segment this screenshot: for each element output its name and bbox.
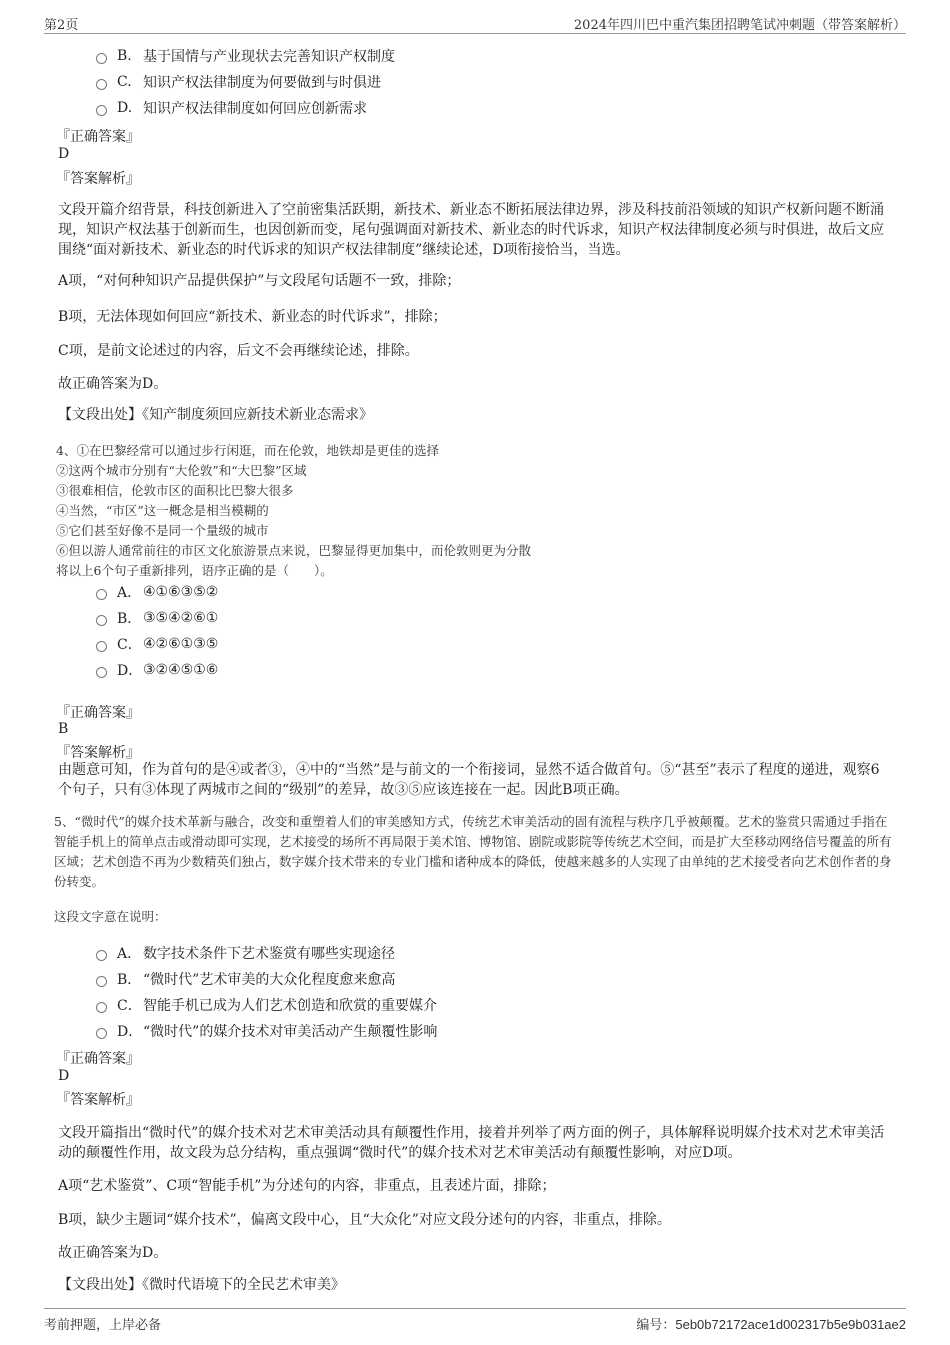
option-letter: A． (117, 946, 142, 962)
q5-option-d[interactable] (96, 1021, 437, 1041)
radio-icon[interactable] (96, 1002, 107, 1013)
radio-icon[interactable] (96, 53, 107, 64)
q3-option-b[interactable] (96, 46, 395, 66)
option-letter: B. (117, 48, 132, 64)
option-text: ④②⑥①③⑤ (143, 636, 219, 652)
q5-analysis-p1: 文段开篇指出“微时代”的媒介技术对艺术审美活动具有颠覆性作用，接着并列举了两方面的例子，具体解释说明媒介技术对艺术审美活动的颠覆性作用，故文段为总分结构，重点强调“微时代”的媒介技术对艺术审美活动有颠覆性影响，对应D项。 (58, 1125, 885, 1161)
option-text: 知识产权法律制度为何要做到与时俱进 (143, 75, 381, 91)
option-text: ③⑤④②⑥① (143, 610, 219, 626)
q4-line-6: ⑥但以游人通常前往的市区文化旅游景点来说，巴黎显得更加集中，而伦敦则更为分散 (56, 543, 532, 558)
q3-option-c[interactable] (96, 72, 381, 92)
q5-answer-label: 『正确答案』 (56, 1051, 140, 1067)
option-letter: C． (117, 998, 142, 1014)
q4-option-c[interactable] (96, 634, 218, 654)
q5-analysis-p3: B项，缺少主题词“媒介技术”，偏离文段中心，且“大众化”对应文段分述句的内容，非重点，排除。 (58, 1212, 671, 1228)
q5-option-b[interactable] (96, 969, 395, 989)
q5-analysis-label: 『答案解析』 (56, 1092, 140, 1108)
option-text: ④①⑥③⑤② (143, 584, 219, 600)
q3-analysis-p2: A项，“对何种知识产品提供保护”与文段尾句话题不一致，排除； (58, 273, 461, 289)
q4-analysis: 由题意可知，作为首句的是④或者③，④中的“当然”是与前文的一个衔接词，显然不适合做首句。⑤“甚至”表示了程度的递进，观察6个句子，只有③体现了两城市之间的“级别”的差异，故③⑤应该连接在一起。因此B项正确。 (58, 762, 880, 798)
q5-answer: D (58, 1068, 70, 1084)
option-text: ③②④⑤①⑥ (143, 662, 219, 678)
radio-icon[interactable] (96, 589, 107, 600)
footer-code-label: 编号： (636, 1318, 676, 1333)
option-letter: B． (117, 972, 142, 988)
q4-line-1: 4、①在巴黎经常可以通过步行闲逛，而在伦敦，地铁却是更佳的选择 (56, 443, 439, 458)
option-text: 基于国情与产业现状去完善知识产权制度 (143, 49, 395, 65)
q5-analysis-p4: 故正确答案为D。 (58, 1245, 168, 1261)
radio-icon[interactable] (96, 79, 107, 90)
option-letter: B． (117, 611, 142, 627)
q5-question: 这段文字意在说明： (54, 909, 167, 924)
option-text: 知识产权法律制度如何回应创新需求 (143, 101, 367, 117)
page-number: 第2页 (44, 18, 79, 33)
radio-icon[interactable] (96, 976, 107, 987)
footer-code (636, 1314, 906, 1333)
radio-icon[interactable] (96, 615, 107, 626)
q4-question: 将以上6个句子重新排列，语序正确的是（ ）。 (56, 563, 333, 578)
option-text: “微时代”的媒介技术对审美活动产生颠覆性影响 (143, 1024, 438, 1040)
option-letter: D． (117, 663, 143, 679)
document-title: 2024年四川巴中重汽集团招聘笔试冲刺题（带答案解析） (573, 18, 906, 33)
q5-option-c[interactable] (96, 995, 437, 1015)
q4-option-d[interactable] (96, 660, 218, 680)
q5-stem: 5、“微时代”的媒介技术革新与融合，改变和重塑着人们的审美感知方式，传统艺术审美活动的固有流程与秩序几乎被颠覆。艺术的鉴赏只需通过手指在智能手机上的简单点击或滑动即可实现，艺术接受的场所不再局限于美术馆、博物馆、剧院或影院等传统艺术空间，而是扩大至移动网络信号覆盖的所有区域；艺术创造不再为少数精英们独占，数字媒介技术带来的专业门槛和诸种成本的降低，使越来越多的人实现了由单纯的艺术接受者向艺术创作者的身份转变。 (54, 814, 892, 889)
q3-analysis-label: 『答案解析』 (56, 171, 140, 187)
header-divider (44, 33, 906, 34)
option-letter: A． (117, 585, 142, 601)
q3-analysis-p5: 故正确答案为D。 (58, 376, 168, 392)
footer-divider (44, 1308, 906, 1309)
q3-option-d[interactable] (96, 98, 367, 118)
radio-icon[interactable] (96, 667, 107, 678)
option-text: “微时代”艺术审美的大众化程度愈来愈高 (143, 972, 396, 988)
q3-answer-label: 『正确答案』 (56, 129, 140, 145)
q3-analysis-p3: B项，无法体现如何回应“新技术、新业态的时代诉求”，排除； (58, 309, 447, 325)
option-letter: D. (117, 100, 133, 116)
q4-line-5: ⑤它们甚至好像不是同一个量级的城市 (56, 523, 269, 538)
q4-answer-label: 『正确答案』 (56, 705, 140, 721)
q4-line-2: ②这两个城市分别有“大伦敦”和“大巴黎”区域 (56, 463, 307, 478)
q4-option-b[interactable] (96, 608, 218, 628)
q5-option-a[interactable] (96, 943, 395, 963)
q3-analysis-p4: C项，是前文论述过的内容，后文不会再继续论述，排除。 (58, 343, 419, 359)
q4-answer: B (58, 721, 69, 737)
option-text: 智能手机已成为人们艺术创造和欣赏的重要媒介 (143, 998, 437, 1014)
q4-option-a[interactable] (96, 582, 218, 602)
footer-code-value: 5eb0b72172ace1d002317b5e9b031ae2 (675, 1317, 906, 1332)
q3-answer: D (58, 146, 70, 162)
q4-line-3: ③很难相信，伦敦市区的面积比巴黎大很多 (56, 483, 294, 498)
radio-icon[interactable] (96, 105, 107, 116)
option-text: 数字技术条件下艺术鉴赏有哪些实现途径 (143, 946, 395, 962)
q4-line-4: ④当然，“市区”这一概念是相当模糊的 (56, 503, 269, 518)
option-letter: D． (117, 1024, 143, 1040)
radio-icon[interactable] (96, 641, 107, 652)
option-letter: C. (117, 74, 132, 90)
footer-slogan: 考前押题，上岸必备 (44, 1318, 162, 1333)
q3-source: 【文段出处】《知产制度须回应新技术新业态需求》 (58, 407, 373, 423)
q3-analysis-p1: 文段开篇介绍背景，科技创新进入了空前密集活跃期，新技术、新业态不断拓展法律边界，涉及科技前沿领域的知识产权新问题不断涌现，知识产权法基于创新而生，也因创新而变，尾句强调面对新技术、新业态的时代诉求，知识产权法律制度必须与时俱进，故后文应围绕“面对新技术、新业态的时代诉求的知识产权法律制度”继续论述，D项衔接恰当，当选。 (58, 202, 884, 258)
q5-source: 【文段出处】《微时代语境下的全民艺术审美》 (58, 1277, 345, 1293)
option-letter: C． (117, 637, 142, 653)
q4-analysis-label: 『答案解析』 (56, 745, 140, 761)
radio-icon[interactable] (96, 950, 107, 961)
radio-icon[interactable] (96, 1028, 107, 1039)
q5-analysis-p2: A项“艺术鉴赏”、C项“智能手机”为分述句的内容，非重点，且表述片面，排除； (58, 1178, 556, 1194)
